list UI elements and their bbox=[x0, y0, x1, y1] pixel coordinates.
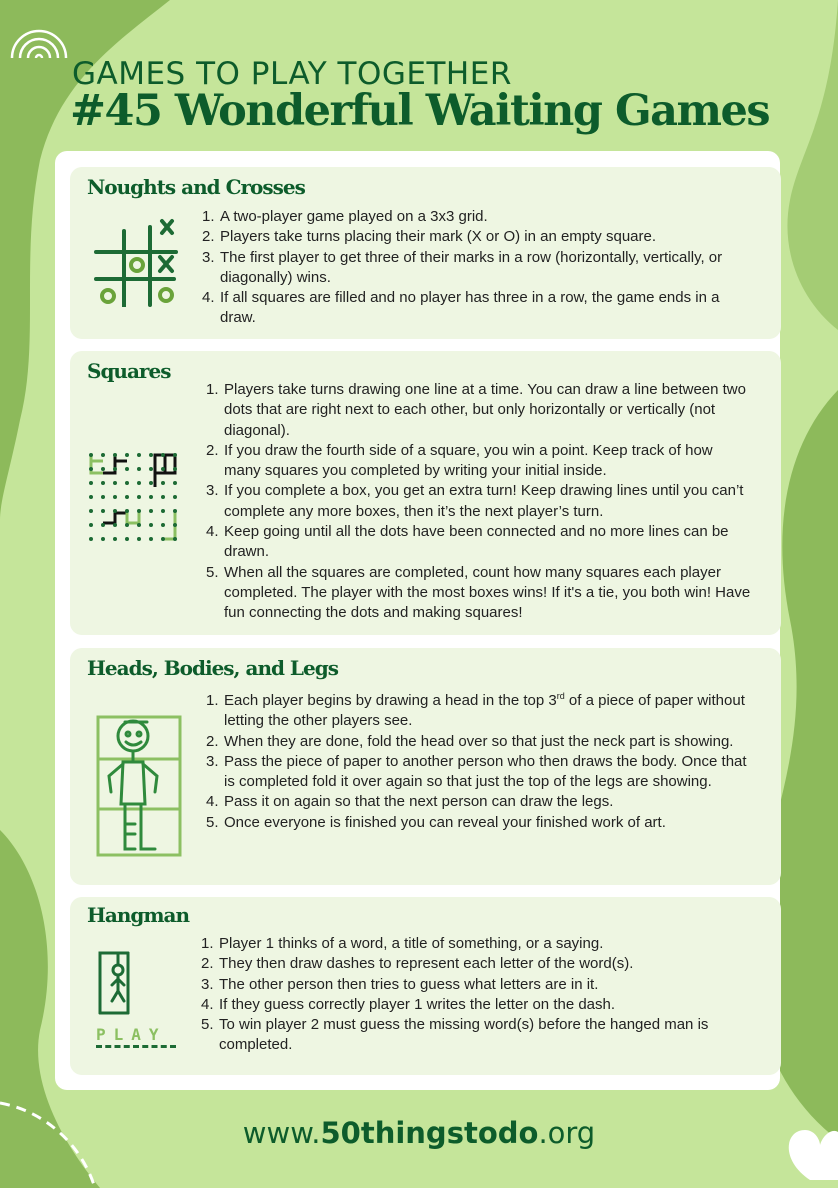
list-item: 2. Players take turns placing their mark (X or O) in an empty square. bbox=[202, 228, 657, 246]
grid-dot bbox=[101, 467, 105, 471]
grid-dot bbox=[173, 453, 177, 457]
footer-suffix: .org bbox=[538, 1116, 596, 1150]
section-title: Heads, Bodies, and Legs bbox=[87, 656, 338, 680]
grid-dot bbox=[125, 537, 129, 541]
grid-dot bbox=[101, 495, 105, 499]
grid-dot bbox=[113, 509, 117, 513]
grid-dot bbox=[137, 523, 141, 527]
list-item: 2. If you draw the fourth side of a square, you win a point. Keep track of how many squares you completed by writing your initial inside. bbox=[206, 441, 713, 480]
grid-dot bbox=[89, 509, 93, 513]
grid-dot bbox=[101, 537, 105, 541]
footer-brand: 50thingstodo bbox=[320, 1116, 539, 1150]
list-item: 5. Once everyone is finished you can reveal your finished work of art. bbox=[206, 813, 666, 831]
steps-list bbox=[206, 380, 751, 624]
grid-dot bbox=[89, 467, 93, 471]
grid-dot bbox=[125, 453, 129, 457]
list-item: 4. Keep going until all the dots have been connected and no more lines can be drawn. bbox=[206, 523, 729, 561]
list-item: 3. The first player to get three of their marks in a row (horizontally, vertically, or diagonally) wins. bbox=[202, 248, 723, 286]
section-heads-bodies-legs bbox=[70, 648, 781, 885]
steps-list bbox=[201, 934, 751, 1056]
grid-dot bbox=[101, 453, 105, 457]
grid-dot bbox=[137, 495, 141, 499]
grid-dot bbox=[161, 467, 165, 471]
grid-dot bbox=[101, 481, 105, 485]
tic-tac-toe-icon bbox=[92, 217, 180, 307]
grid-dot bbox=[173, 481, 177, 485]
grid-dot bbox=[149, 453, 153, 457]
grid-dot bbox=[113, 537, 117, 541]
list-item: 1. A two-player game played on a 3x3 grid. bbox=[202, 208, 488, 225]
grid-dot bbox=[101, 523, 105, 527]
grid-dot bbox=[101, 509, 105, 513]
grid-dot bbox=[113, 481, 117, 485]
list-item: 3. Pass the piece of paper to another person who then draws the body. Once that is completed fold it over again so that just the top of the legs are showing. bbox=[206, 752, 747, 791]
play-word: PLAY bbox=[96, 1025, 176, 1048]
grid-dot bbox=[125, 481, 129, 485]
list-item: 4. If they guess correctly player 1 writes the letter on the dash. bbox=[201, 995, 616, 1013]
section-squares bbox=[70, 351, 781, 635]
section-title: Hangman bbox=[87, 903, 190, 927]
grid-dot bbox=[161, 509, 165, 513]
list-item: 5. To win player 2 must guess the missing word(s) before the hanged man is completed. bbox=[201, 1016, 709, 1054]
grid-dot bbox=[161, 495, 165, 499]
list-item: 5. When all the squares are completed, count how many squares each player completed. The player with the most boxes wins! If it's a tie, you both win! Have fun connecting the dots and making squares! bbox=[206, 563, 751, 622]
list-item: 4. Pass it on again so that the next person can draw the legs. bbox=[206, 793, 614, 811]
grid-dot bbox=[149, 467, 153, 471]
grid-dot bbox=[161, 453, 165, 457]
grid-dot bbox=[137, 509, 141, 513]
dots-and-boxes-icon bbox=[87, 451, 191, 545]
page-title: #45 Wonderful Waiting Games bbox=[70, 86, 770, 136]
grid-dot bbox=[89, 495, 93, 499]
grid-dot bbox=[149, 509, 153, 513]
section-noughts-and-crosses bbox=[70, 167, 781, 339]
grid-dot bbox=[125, 523, 129, 527]
grid-dot bbox=[89, 453, 93, 457]
grid-dot bbox=[149, 481, 153, 485]
steps-list bbox=[202, 207, 747, 329]
grid-dot bbox=[113, 453, 117, 457]
grid-dot bbox=[149, 495, 153, 499]
footer-website[interactable] bbox=[0, 1116, 838, 1150]
list-item: 1. Each player begins by drawing a head in the top 3rd of a piece of paper without letting the other players see. bbox=[206, 691, 745, 730]
list-item: 1. Player 1 thinks of a word, a title of something, or a saying. bbox=[201, 935, 604, 952]
section-title: Noughts and Crosses bbox=[87, 175, 305, 199]
grid-dot bbox=[125, 467, 129, 471]
section-hangman bbox=[70, 897, 781, 1075]
list-item: 1. Players take turns drawing one line at a time. You can draw a line between two dots that are right next to each other, but only horizontally or vertically (not diagonal). bbox=[206, 381, 746, 439]
list-item: 2. They then draw dashes to represent each letter of the word(s). bbox=[201, 955, 634, 973]
grid-dot bbox=[173, 509, 177, 513]
hangman-icon bbox=[96, 949, 156, 1019]
steps-list bbox=[206, 691, 751, 833]
grid-dot bbox=[137, 453, 141, 457]
grid-dot bbox=[161, 481, 165, 485]
grid-dot bbox=[113, 495, 117, 499]
grid-dot bbox=[173, 467, 177, 471]
grid-dot bbox=[149, 537, 153, 541]
grid-dot bbox=[137, 467, 141, 471]
grid-dot bbox=[113, 523, 117, 527]
grid-dot bbox=[125, 509, 129, 513]
grid-dot bbox=[173, 495, 177, 499]
list-item: 3. The other person then tries to guess what letters are in it. bbox=[201, 975, 599, 993]
grid-dot bbox=[89, 523, 93, 527]
grid-dot bbox=[173, 523, 177, 527]
grid-dot bbox=[137, 537, 141, 541]
grid-dot bbox=[137, 481, 141, 485]
grid-dot bbox=[89, 537, 93, 541]
grid-dot bbox=[149, 523, 153, 527]
grid-dot bbox=[161, 537, 165, 541]
folded-figure-icon bbox=[95, 714, 183, 859]
section-title: Squares bbox=[87, 359, 171, 383]
header-kicker: GAMES TO PLAY TOGETHER bbox=[72, 56, 512, 92]
footer-prefix: www. bbox=[242, 1116, 321, 1150]
grid-dot bbox=[173, 537, 177, 541]
grid-dot bbox=[89, 481, 93, 485]
grid-dot bbox=[125, 495, 129, 499]
list-item: 2. When they are done, fold the head over so that just the neck part is showing. bbox=[206, 732, 734, 750]
grid-dot bbox=[113, 467, 117, 471]
list-item: 3. If you complete a box, you get an extra turn! Keep drawing lines until you can’t complete any more boxes, then it’s the next player’s turn. bbox=[206, 482, 744, 520]
list-item: 4. If all squares are filled and no player has three in a row, the game ends in a draw. bbox=[202, 289, 720, 327]
grid-dot bbox=[161, 523, 165, 527]
